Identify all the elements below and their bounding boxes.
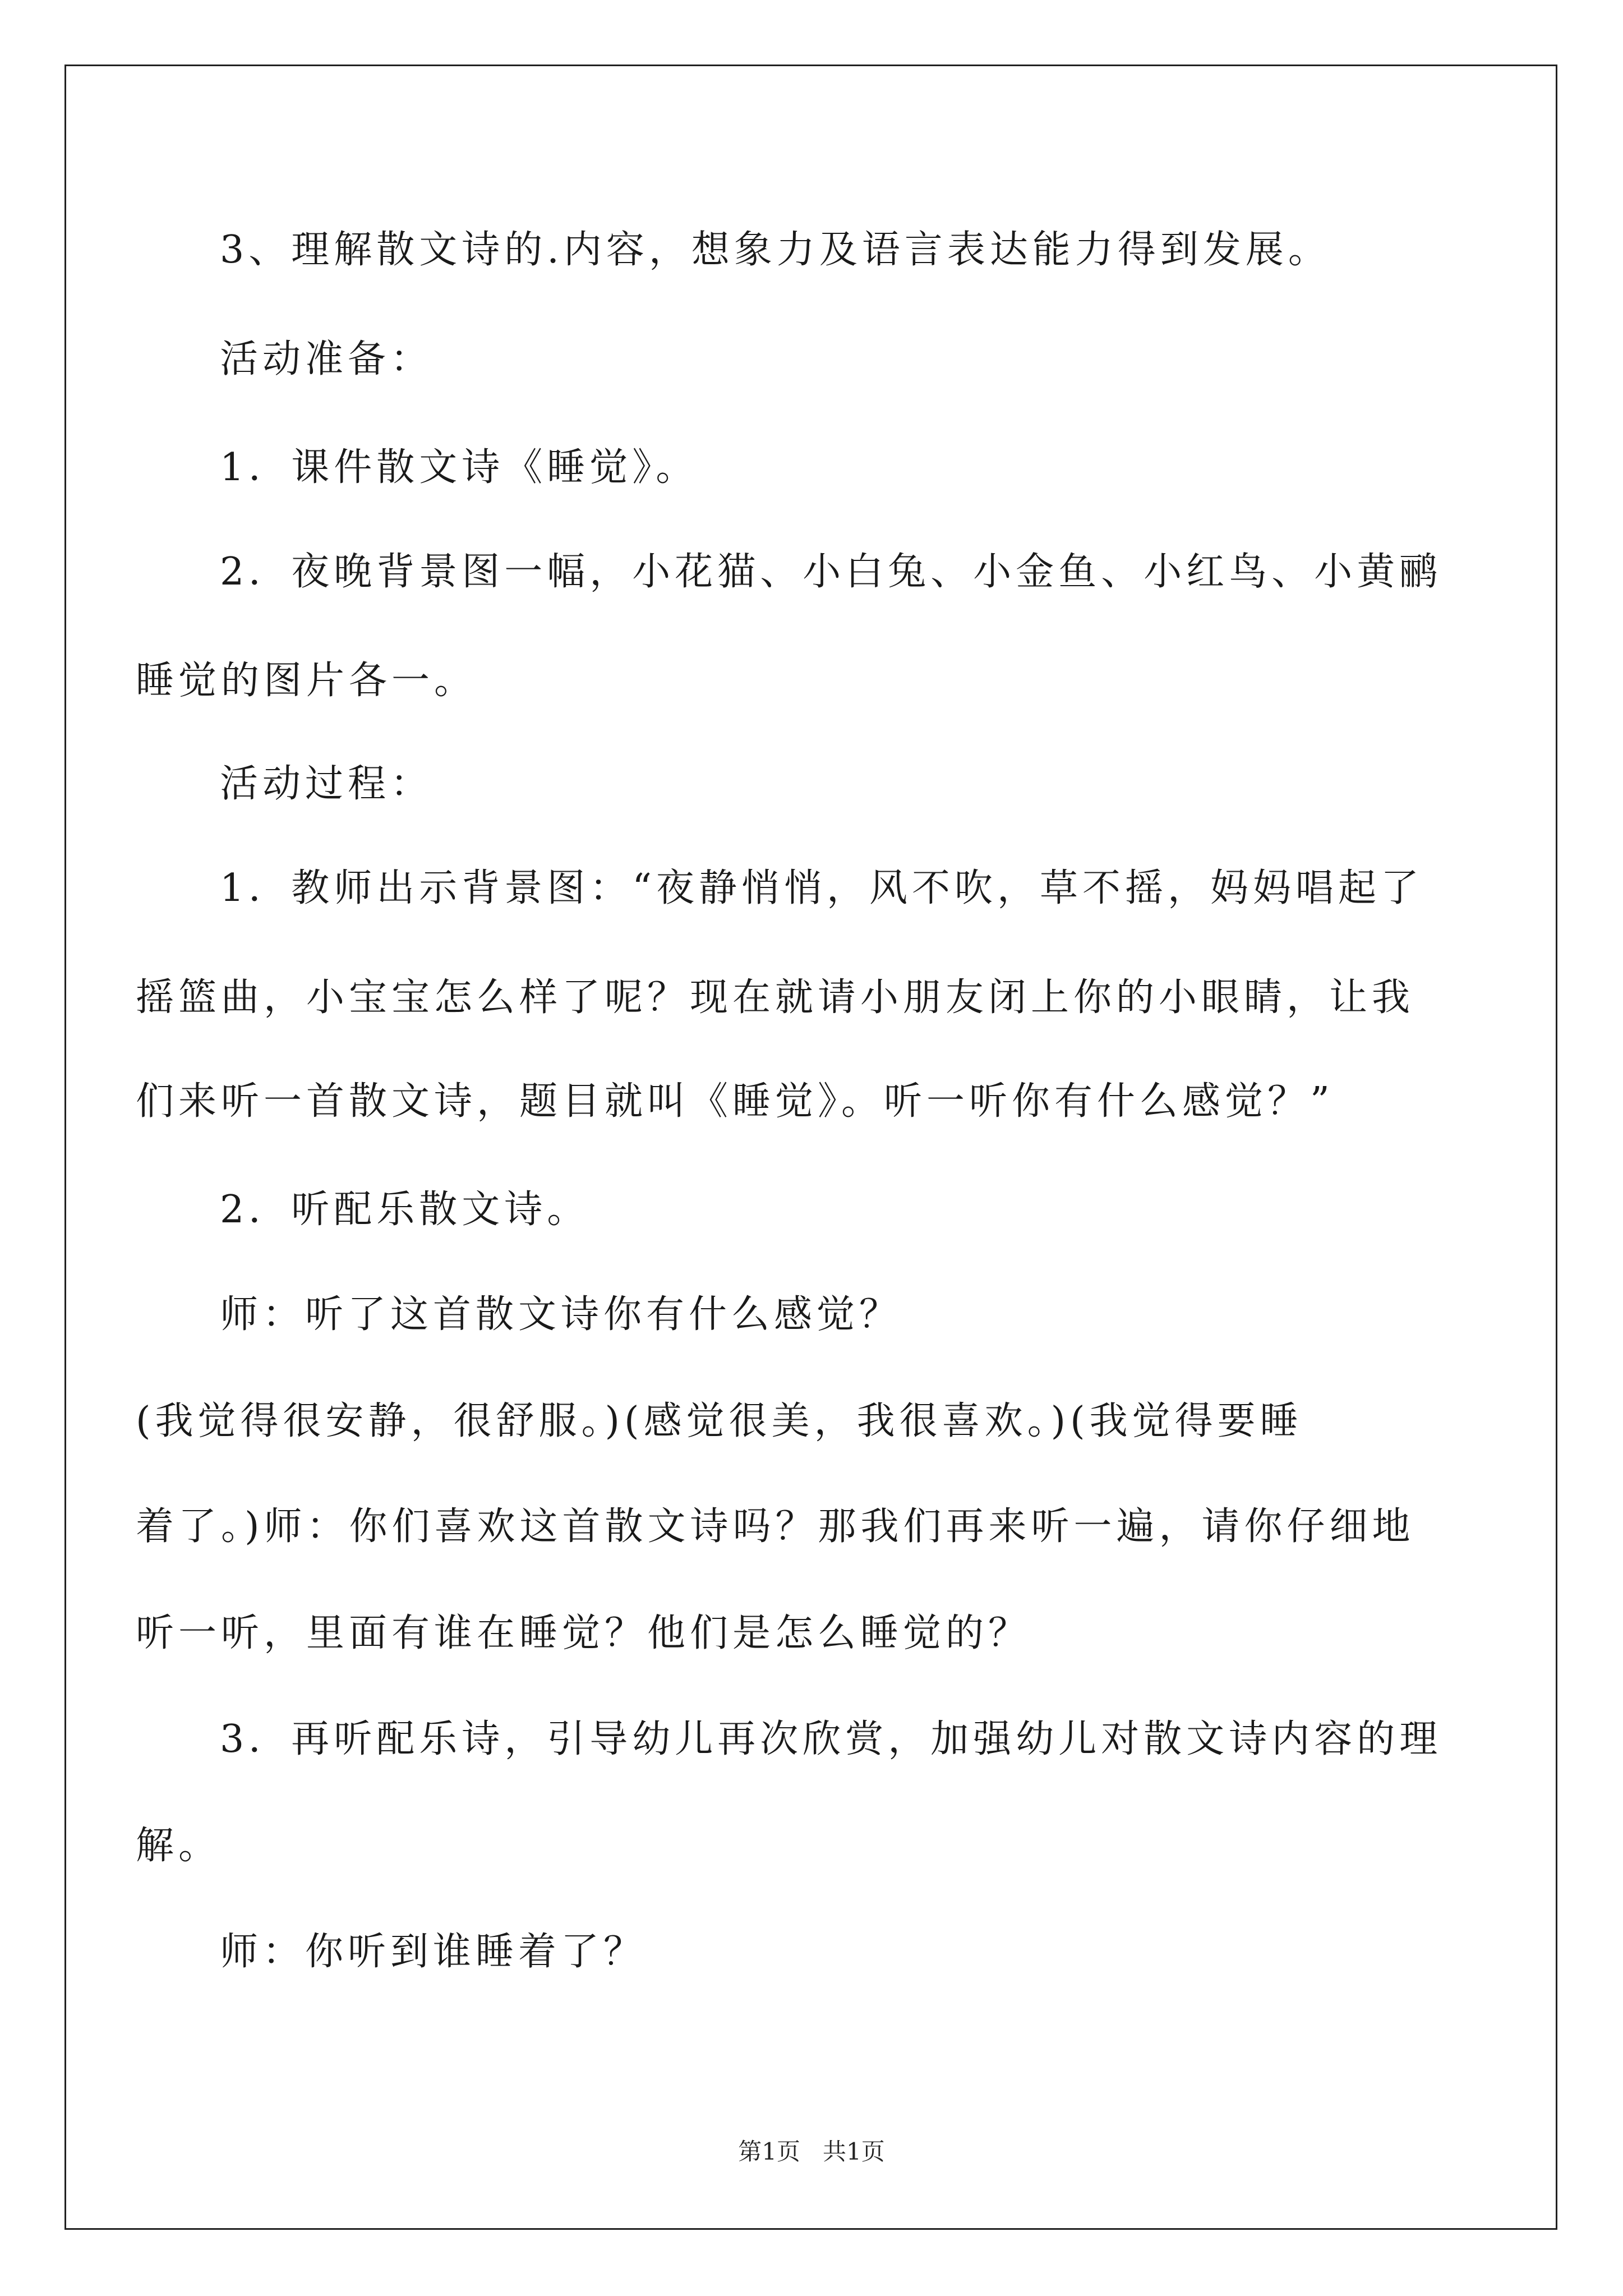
text-line: 2．听配乐散文诗。 [220, 1188, 590, 1232]
page-border [64, 65, 1557, 2230]
text-line: 师：听了这首散文诗你有什么感觉？ [220, 1292, 902, 1337]
text-line: 们来听一首散文诗，题目就叫《睡觉》。听一听你有什么感觉？” [136, 1079, 1334, 1124]
text-line: 摇篮曲，小宝宝怎么样了呢？现在就请小朋友闭上你的小眼睛，让我 [136, 976, 1415, 1020]
text-line: 1．教师出示背景图：“夜静悄悄，风不吹，草不摇，妈妈唱起了 [220, 866, 1424, 910]
text-line: 3、理解散文诗的.内容，想象力及语言表达能力得到发展。 [220, 228, 1331, 272]
page-footer: 第1页 共1页 [738, 2138, 885, 2165]
text-line: 活动准备： [220, 337, 434, 381]
text-line: 着了。)师：你们喜欢这首散文诗吗？那我们再来听一遍，请你仔细地 [136, 1504, 1415, 1549]
text-line: 睡觉的图片各一。 [136, 659, 477, 703]
text-line: 师：你听到谁睡着了？ [220, 1930, 647, 1974]
text-line: 活动过程： [220, 762, 434, 806]
text-line: 2．夜晚背景图一幅，小花猫、小白兔、小金鱼、小红鸟、小黄鹂 [220, 550, 1442, 594]
text-line: 解。 [136, 1824, 222, 1868]
text-line: 听一听，里面有谁在睡觉？他们是怎么睡觉的？ [136, 1611, 1031, 1655]
text-line: 1．课件散文诗《睡觉》。 [220, 445, 699, 490]
text-line: 3．再听配乐诗，引导幼儿再次欣赏，加强幼儿对散文诗内容的理 [220, 1717, 1442, 1761]
text-line: (我觉得很安静，很舒服。)(感觉很美，我很喜欢。)(我觉得要睡 [136, 1399, 1303, 1443]
